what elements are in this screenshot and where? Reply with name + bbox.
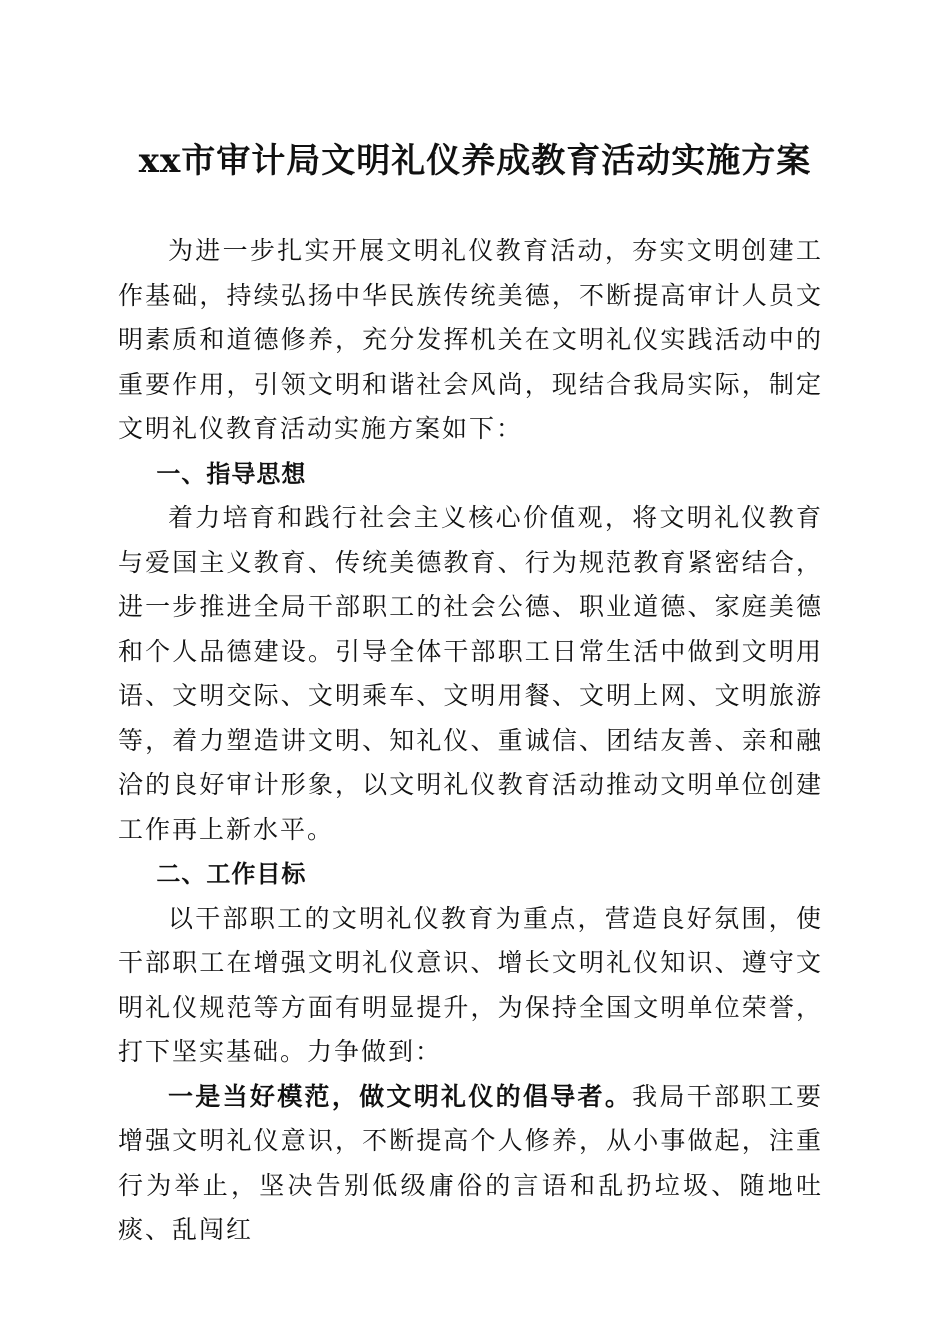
intro-paragraph: 为进一步扎实开展文明礼仪教育活动，夯实文明创建工作基础，持续弘扬中华民族传统美德，不断提高审计人员文明素质和道德修养，充分发挥机关在文明礼仪实践活动中的重要作用，引领文明和谐社会风尚，现结合我局实际，制定文明礼仪教育活动实施方案如下： — [118, 236, 823, 443]
goal-item-text: 我局干部职工要增强文明礼仪意识，不断提高个人修养，从小事做起，注重行为举止，坚决告别低级庸俗的言语和乱扔垃圾、随地吐痰、乱闯红 — [118, 1081, 823, 1244]
section-heading-work-goals: 二、工作目标 — [156, 860, 307, 888]
goal-item-paragraph — [118, 1075, 823, 1253]
goal-item-lead: 一是当好模范，做文明礼仪的倡导者。 — [168, 1081, 633, 1111]
section-paragraph-work-goals: 以干部职工的文明礼仪教育为重点，营造良好氛围，使干部职工在增强文明礼仪意识、增长文明礼仪知识、遵守文明礼仪规范等方面有明显提升，为保持全国文明单位荣誉，打下坚实基础。力争做到： — [118, 903, 823, 1066]
section-heading-guiding-thought: 一、指导思想 — [156, 459, 307, 488]
document-body — [118, 229, 823, 1253]
document-title: xx市审计局文明礼仪养成教育活动实施方案 — [138, 141, 812, 181]
section-paragraph-guiding-thought: 着力培育和践行社会主义核心价值观，将文明礼仪教育与爱国主义教育、传统美德教育、行为规范教育紧密结合，进一步推进全局干部职工的社会公德、职业道德、家庭美德和个人品德建设。引导全体干部职工日常生活中做到文明用语、文明交际、文明乘车、文明用餐、文明上网、文明旅游等，着力塑造讲文明、知礼仪、重诚信、团结友善、亲和融洽的良好审计形象，以文明礼仪教育活动推动文明单位创建工作再上新水平。 — [118, 503, 823, 844]
